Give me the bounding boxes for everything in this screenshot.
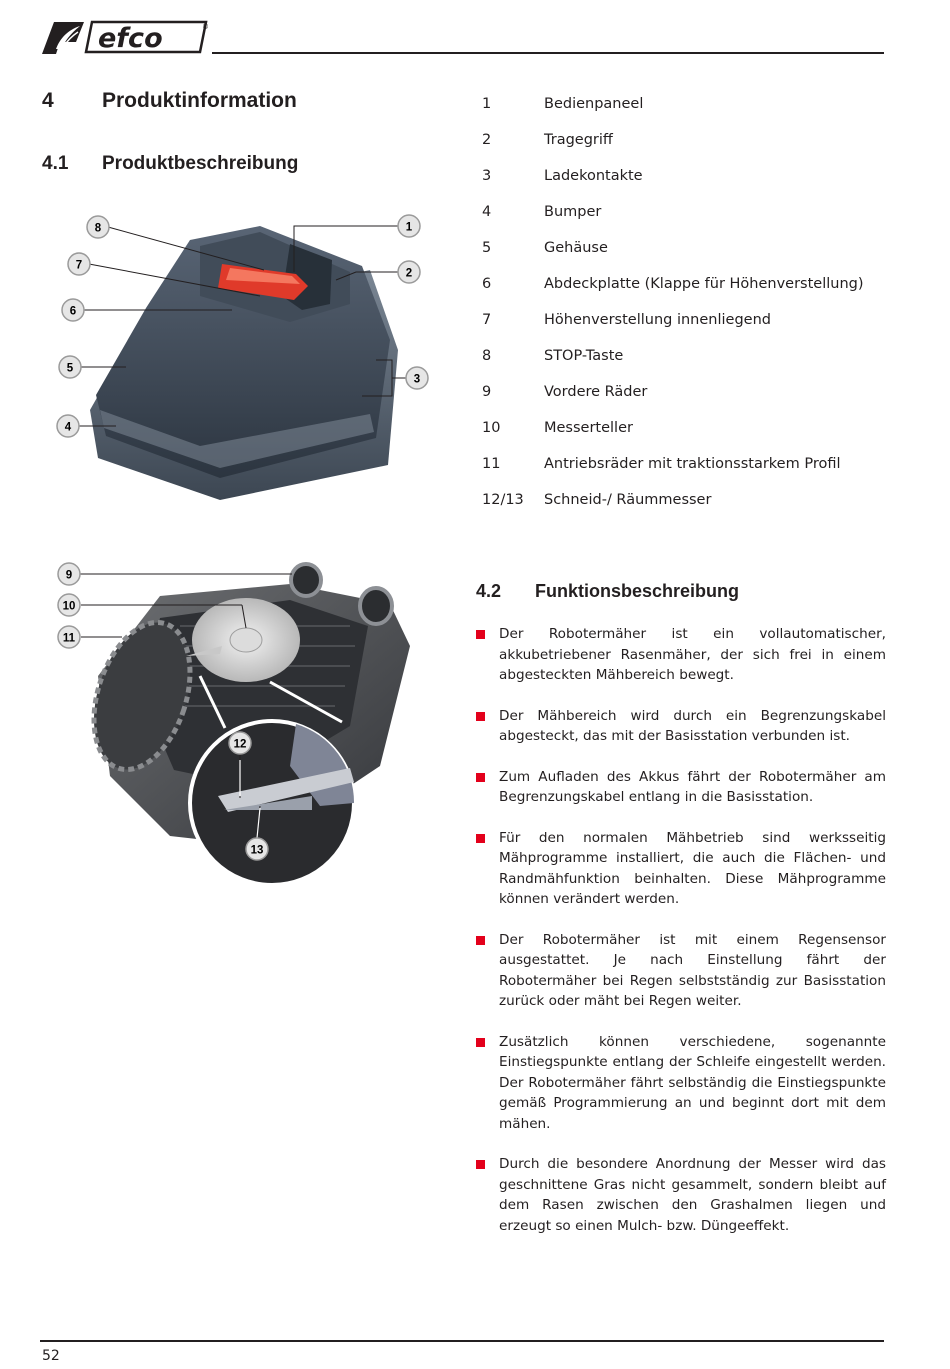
svg-text:12: 12 <box>233 738 247 751</box>
subsection-number: 4.1 <box>42 153 69 174</box>
callout-2 <box>398 261 420 283</box>
callout-4 <box>57 415 79 437</box>
subsection-title: Funktionsbeschreibung <box>535 581 740 601</box>
svg-text:4: 4 <box>64 421 72 434</box>
list-item: 5 Gehäuse <box>482 240 608 256</box>
svg-text:11: 11 <box>62 632 76 645</box>
mower-underside-figure <box>50 556 460 896</box>
list-item: Der Robotermäher ist ein vollautomatischer, akkubetriebener Rasenmäher, der sich frei in einem abgesteckten Mähbereich bewegt. <box>476 624 886 686</box>
efco-logo <box>40 16 210 56</box>
list-item: Zum Aufladen des Akkus fährt der Robotermäher am Begrenzungskabel entlang in die Basisstation. <box>476 767 886 808</box>
svg-text:6: 6 <box>69 305 77 318</box>
callout-8 <box>87 216 109 238</box>
subsection-title: Produktbeschreibung <box>102 153 299 174</box>
list-item: 2 Tragegriff <box>482 132 613 148</box>
svg-text:8: 8 <box>94 222 102 235</box>
parts-list <box>482 92 902 524</box>
callout-1 <box>398 215 420 237</box>
list-item: Zusätzlich können verschiedene, sogenannte Einstiegspunkte entlang der Schleife eingestellt werden. Der Robotermäher fährt selbständig die Einstiegspunkte gemäß Programmierung an und beginnt dort mit dem mähen. <box>476 1032 886 1135</box>
bullet-square-icon <box>476 834 485 843</box>
brand-wordmark: efco <box>98 23 163 54</box>
bullet-square-icon <box>476 1160 485 1169</box>
svg-text:®: ® <box>202 23 209 31</box>
svg-text:3: 3 <box>413 373 421 386</box>
page-number: 52 <box>42 1348 60 1364</box>
svg-text:2: 2 <box>405 267 413 280</box>
svg-text:7: 7 <box>75 259 83 272</box>
bullet-square-icon <box>476 712 485 721</box>
subsection-number: 4.2 <box>476 581 502 601</box>
callout-5 <box>59 356 81 378</box>
list-item: 12/13 Schneid-/ Räummesser <box>482 492 712 508</box>
list-item: 8 STOP-Taste <box>482 348 624 364</box>
bullet-square-icon <box>476 630 485 639</box>
list-item: Für den normalen Mähbetrieb sind werksseitig Mähprogramme installiert, die auch die Flächen- und Randmähfunktion beinhalten. Diese Mähprogramme können verändert werden. <box>476 828 886 910</box>
callout-10 <box>58 594 80 616</box>
callout-11 <box>58 626 80 648</box>
function-bullet-list <box>476 624 886 1256</box>
list-item: Durch die besondere Anordnung der Messer wird das geschnittene Gras nicht gesammelt, sondern bleibt auf dem Rasen zwischen den Grashalmen liegen und erzeugt so einen Mulch- bzw. Düngeeffekt. <box>476 1154 886 1236</box>
callout-9 <box>58 563 80 585</box>
svg-text:1: 1 <box>405 221 413 234</box>
section-title: Produktinformation <box>102 89 297 112</box>
list-item: 3 Ladekontakte <box>482 168 643 184</box>
list-item: Der Mähbereich wird durch ein Begrenzungskabel abgesteckt, das mit der Basisstation verbunden ist. <box>476 706 886 747</box>
bullet-square-icon <box>476 936 485 945</box>
header-rule <box>212 52 884 54</box>
list-item: 9 Vordere Räder <box>482 384 648 400</box>
list-item: 4 Bumper <box>482 204 602 220</box>
svg-text:9: 9 <box>65 569 73 582</box>
svg-text:5: 5 <box>66 362 74 375</box>
bullet-square-icon <box>476 773 485 782</box>
svg-text:13: 13 <box>250 844 264 857</box>
list-item: Der Robotermäher ist mit einem Regensensor ausgestattet. Je nach Einstellung fährt der Robotermäher bei Regen selbstständig zur Basisstation zurück oder mäht bei Regen weiter. <box>476 930 886 1012</box>
mower-top-figure <box>50 200 440 520</box>
callout-3 <box>406 367 428 389</box>
bullet-square-icon <box>476 1038 485 1047</box>
footer-rule <box>40 1340 884 1342</box>
callout-7 <box>68 253 90 275</box>
list-item: 6 Abdeckplatte (Klappe für Höhenverstellung) <box>482 276 864 292</box>
list-item: 1 Bedienpaneel <box>482 96 644 112</box>
callout-6 <box>62 299 84 321</box>
list-item: 11 Antriebsräder mit traktionsstarkem Profil <box>482 456 841 472</box>
section-number: 4 <box>42 89 54 112</box>
callout-12 <box>229 732 251 754</box>
page-header <box>40 16 884 56</box>
front-wheel-shape <box>291 564 321 596</box>
svg-text:10: 10 <box>62 600 76 613</box>
list-item: 10 Messerteller <box>482 420 633 436</box>
list-item: 7 Höhenverstellung innenliegend <box>482 312 771 328</box>
callout-13 <box>246 838 268 860</box>
